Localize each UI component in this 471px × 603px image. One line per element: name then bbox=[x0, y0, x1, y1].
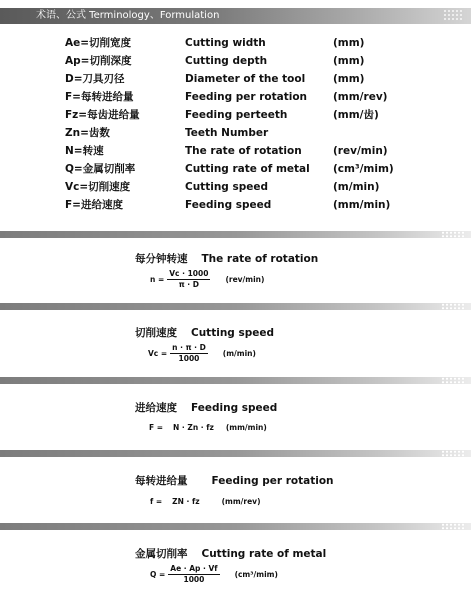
formula-title bbox=[135, 400, 277, 415]
formula-unit: (mm/rev) bbox=[221, 497, 261, 506]
formula-fraction bbox=[170, 343, 208, 364]
formula-fraction bbox=[168, 564, 219, 585]
formula-lhs: f = bbox=[150, 497, 163, 506]
term-english: Cutting rate of metal bbox=[185, 163, 310, 175]
formula-unit: (mm/min) bbox=[225, 423, 267, 432]
term-row bbox=[0, 142, 471, 160]
formula-body: N · Zn · fz bbox=[173, 423, 214, 432]
term-symbol: F=每转进给量 bbox=[65, 91, 134, 103]
formula-title bbox=[135, 325, 274, 340]
formula-unit: (rev/min) bbox=[225, 275, 265, 284]
term-symbol: Zn=齿数 bbox=[65, 127, 110, 139]
formula-title-en: The rate of rotation bbox=[201, 253, 319, 265]
section-divider bbox=[0, 523, 471, 530]
terminology-list bbox=[0, 34, 471, 214]
term-english: Cutting speed bbox=[185, 181, 268, 193]
term-symbol: N=转速 bbox=[65, 145, 104, 157]
term-english: Cutting width bbox=[185, 37, 266, 49]
section-divider bbox=[0, 303, 471, 310]
formula-unit: (m/min) bbox=[222, 349, 256, 358]
term-unit: (mm) bbox=[333, 55, 365, 67]
term-symbol: Fz=每齿进给量 bbox=[65, 109, 140, 121]
term-unit: (mm) bbox=[333, 37, 365, 49]
formula-title bbox=[135, 251, 318, 266]
formula-fraction bbox=[167, 269, 210, 290]
term-unit: (mm) bbox=[333, 73, 365, 85]
formula-numerator: Ae · Ap · Vf bbox=[170, 564, 218, 573]
term-unit: (rev/min) bbox=[333, 145, 388, 157]
term-symbol: Ae=切削宽度 bbox=[65, 37, 132, 49]
term-english: The rate of rotation bbox=[185, 145, 302, 157]
formula-expression bbox=[148, 343, 256, 364]
term-symbol: Q=金属切削率 bbox=[65, 163, 136, 175]
term-unit: (cm³/mim) bbox=[333, 163, 394, 175]
formula-title-cn: 切削速度 bbox=[135, 327, 177, 339]
term-row bbox=[0, 124, 471, 142]
term-english: Feeding per rotation bbox=[185, 91, 308, 103]
term-unit: (mm/rev) bbox=[333, 91, 388, 103]
dot-pattern-decoration bbox=[443, 9, 463, 21]
formula-lhs: Q = bbox=[150, 570, 166, 579]
section-divider bbox=[0, 450, 471, 457]
formula-title bbox=[135, 473, 334, 488]
formula-body: ZN · fz bbox=[172, 497, 200, 506]
formula-expression bbox=[150, 564, 278, 585]
formula-expression bbox=[150, 269, 264, 290]
formula-title-en: Cutting speed bbox=[191, 327, 274, 339]
term-row bbox=[0, 70, 471, 88]
term-english: Feeding speed bbox=[185, 199, 272, 211]
formula-title-en: Feeding per rotation bbox=[211, 475, 334, 487]
term-row bbox=[0, 196, 471, 214]
formula-title-cn: 进给速度 bbox=[135, 402, 177, 414]
term-row bbox=[0, 106, 471, 124]
formula-title-en: Feeding speed bbox=[191, 402, 278, 414]
formula-numerator: n · π · D bbox=[172, 343, 206, 352]
section-title: 术语、公式 Terminology、Formulation bbox=[36, 10, 220, 21]
formula-title-en: Cutting rate of metal bbox=[201, 548, 327, 560]
term-row bbox=[0, 178, 471, 196]
formula-lhs: Vc = bbox=[148, 349, 168, 358]
section-divider bbox=[0, 231, 471, 238]
term-english: Feeding perteeth bbox=[185, 109, 288, 121]
formula-expression bbox=[150, 497, 261, 506]
term-symbol: F=进给速度 bbox=[65, 199, 123, 211]
section-header-bar bbox=[0, 8, 471, 24]
formula-title-cn: 每分钟转速 bbox=[135, 253, 188, 265]
term-symbol: Ap=切削深度 bbox=[65, 55, 132, 67]
section-divider bbox=[0, 377, 471, 384]
formula-title-cn: 金属切削率 bbox=[135, 548, 188, 560]
formula-title-cn: 每转进给量 bbox=[135, 475, 188, 487]
term-english: Teeth Number bbox=[185, 127, 269, 139]
formula-denominator: 1000 bbox=[178, 354, 200, 363]
formula-lhs: n = bbox=[150, 275, 165, 284]
formula-numerator: Vc · 1000 bbox=[169, 269, 209, 278]
term-row bbox=[0, 34, 471, 52]
term-unit: (m/min) bbox=[333, 181, 380, 193]
term-english: Diameter of the tool bbox=[185, 73, 306, 85]
term-row bbox=[0, 52, 471, 70]
term-symbol: Vc=切削速度 bbox=[65, 181, 131, 193]
term-unit: (mm/min) bbox=[333, 199, 391, 211]
formula-expression bbox=[149, 423, 267, 432]
term-unit: (mm/齿) bbox=[333, 109, 379, 121]
term-symbol: D=刀具刃径 bbox=[65, 73, 125, 85]
formula-denominator: 1000 bbox=[183, 575, 205, 584]
term-english: Cutting depth bbox=[185, 55, 268, 67]
formula-lhs: F = bbox=[149, 423, 164, 432]
formula-denominator: π · D bbox=[178, 280, 199, 289]
term-row bbox=[0, 88, 471, 106]
formula-title bbox=[135, 546, 326, 561]
formula-unit: (cm³/mim) bbox=[234, 570, 278, 579]
term-row bbox=[0, 160, 471, 178]
